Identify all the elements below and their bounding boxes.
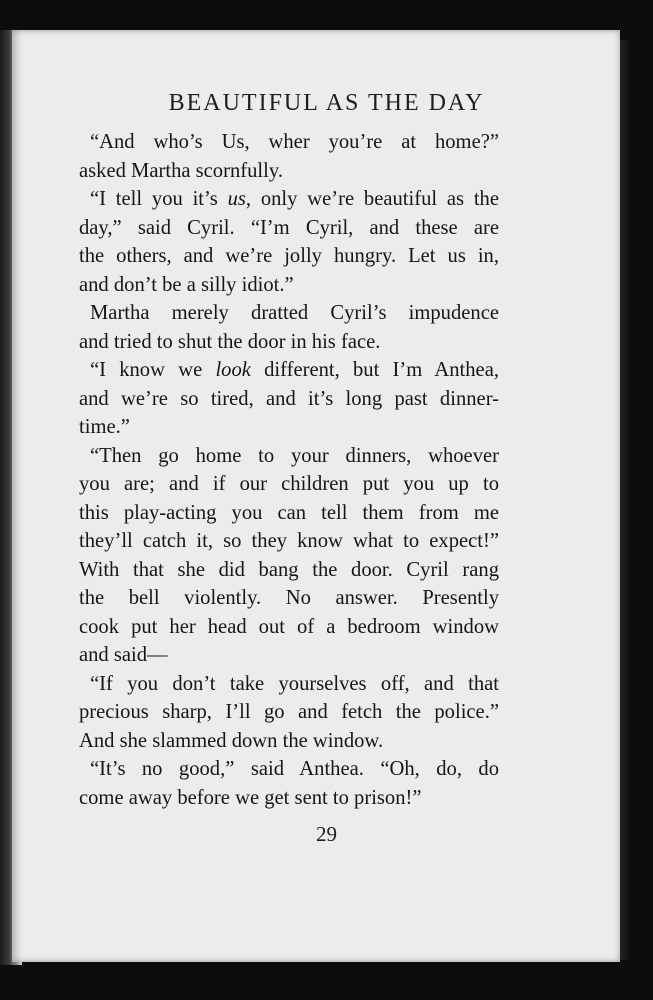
text-line: cook put her head out of a bedroom window xyxy=(79,615,499,638)
text-line: time.” xyxy=(79,416,130,438)
text-line: and don’t be a silly idiot.” xyxy=(79,273,294,296)
text-line: come away before we get sent to prison!” xyxy=(79,786,422,809)
text-line: and we’re so tired, and it’s long past dinner- xyxy=(79,387,499,410)
text-line: “I tell you it’s us, only we’re beautiful as the xyxy=(90,188,499,210)
text-line: this play-acting you can tell them from me xyxy=(79,501,499,524)
text-line: asked Martha scornfully. xyxy=(79,159,283,182)
text-line: And she slammed down the window. xyxy=(79,729,384,752)
text-line: the others, and we’re jolly hungry. Let us in, xyxy=(79,245,499,267)
text-line: “And who’s Us, wher you’re at home?” xyxy=(90,131,499,153)
text-line: day,” said Cyril. “I’m Cyril, and these are xyxy=(79,216,499,239)
text-line: “If you don’t take yourselves off, and that xyxy=(90,672,499,695)
text-line: “Then go home to your dinners, whoever xyxy=(90,444,499,467)
page-number: 29 xyxy=(316,822,337,846)
text-line: the bell violently. No answer. Presently xyxy=(79,587,499,609)
emphasis-us: us xyxy=(227,188,246,210)
text-line: you are; and if our children put you up to xyxy=(79,473,499,495)
text-line: precious sharp, I’ll go and fetch the police.” xyxy=(79,701,499,723)
text-line: and said— xyxy=(79,644,168,666)
text-line: With that she did bang the door. Cyril rang xyxy=(79,558,499,581)
text-line: “It’s no good,” said Anthea. “Oh, do, do xyxy=(90,758,499,780)
text-line: and tried to shut the door in his face. xyxy=(79,330,381,353)
page-body-text xyxy=(79,128,499,812)
text-line: “I know we look different, but I’m Anthea, xyxy=(90,359,499,381)
text-line: they’ll catch it, so they know what to expect!” xyxy=(79,530,499,552)
text-line: Martha merely dratted Cyril’s impudence xyxy=(90,302,499,324)
running-head: BEAUTIFUL AS THE DAY xyxy=(168,90,485,116)
emphasis-look: look xyxy=(215,359,251,381)
